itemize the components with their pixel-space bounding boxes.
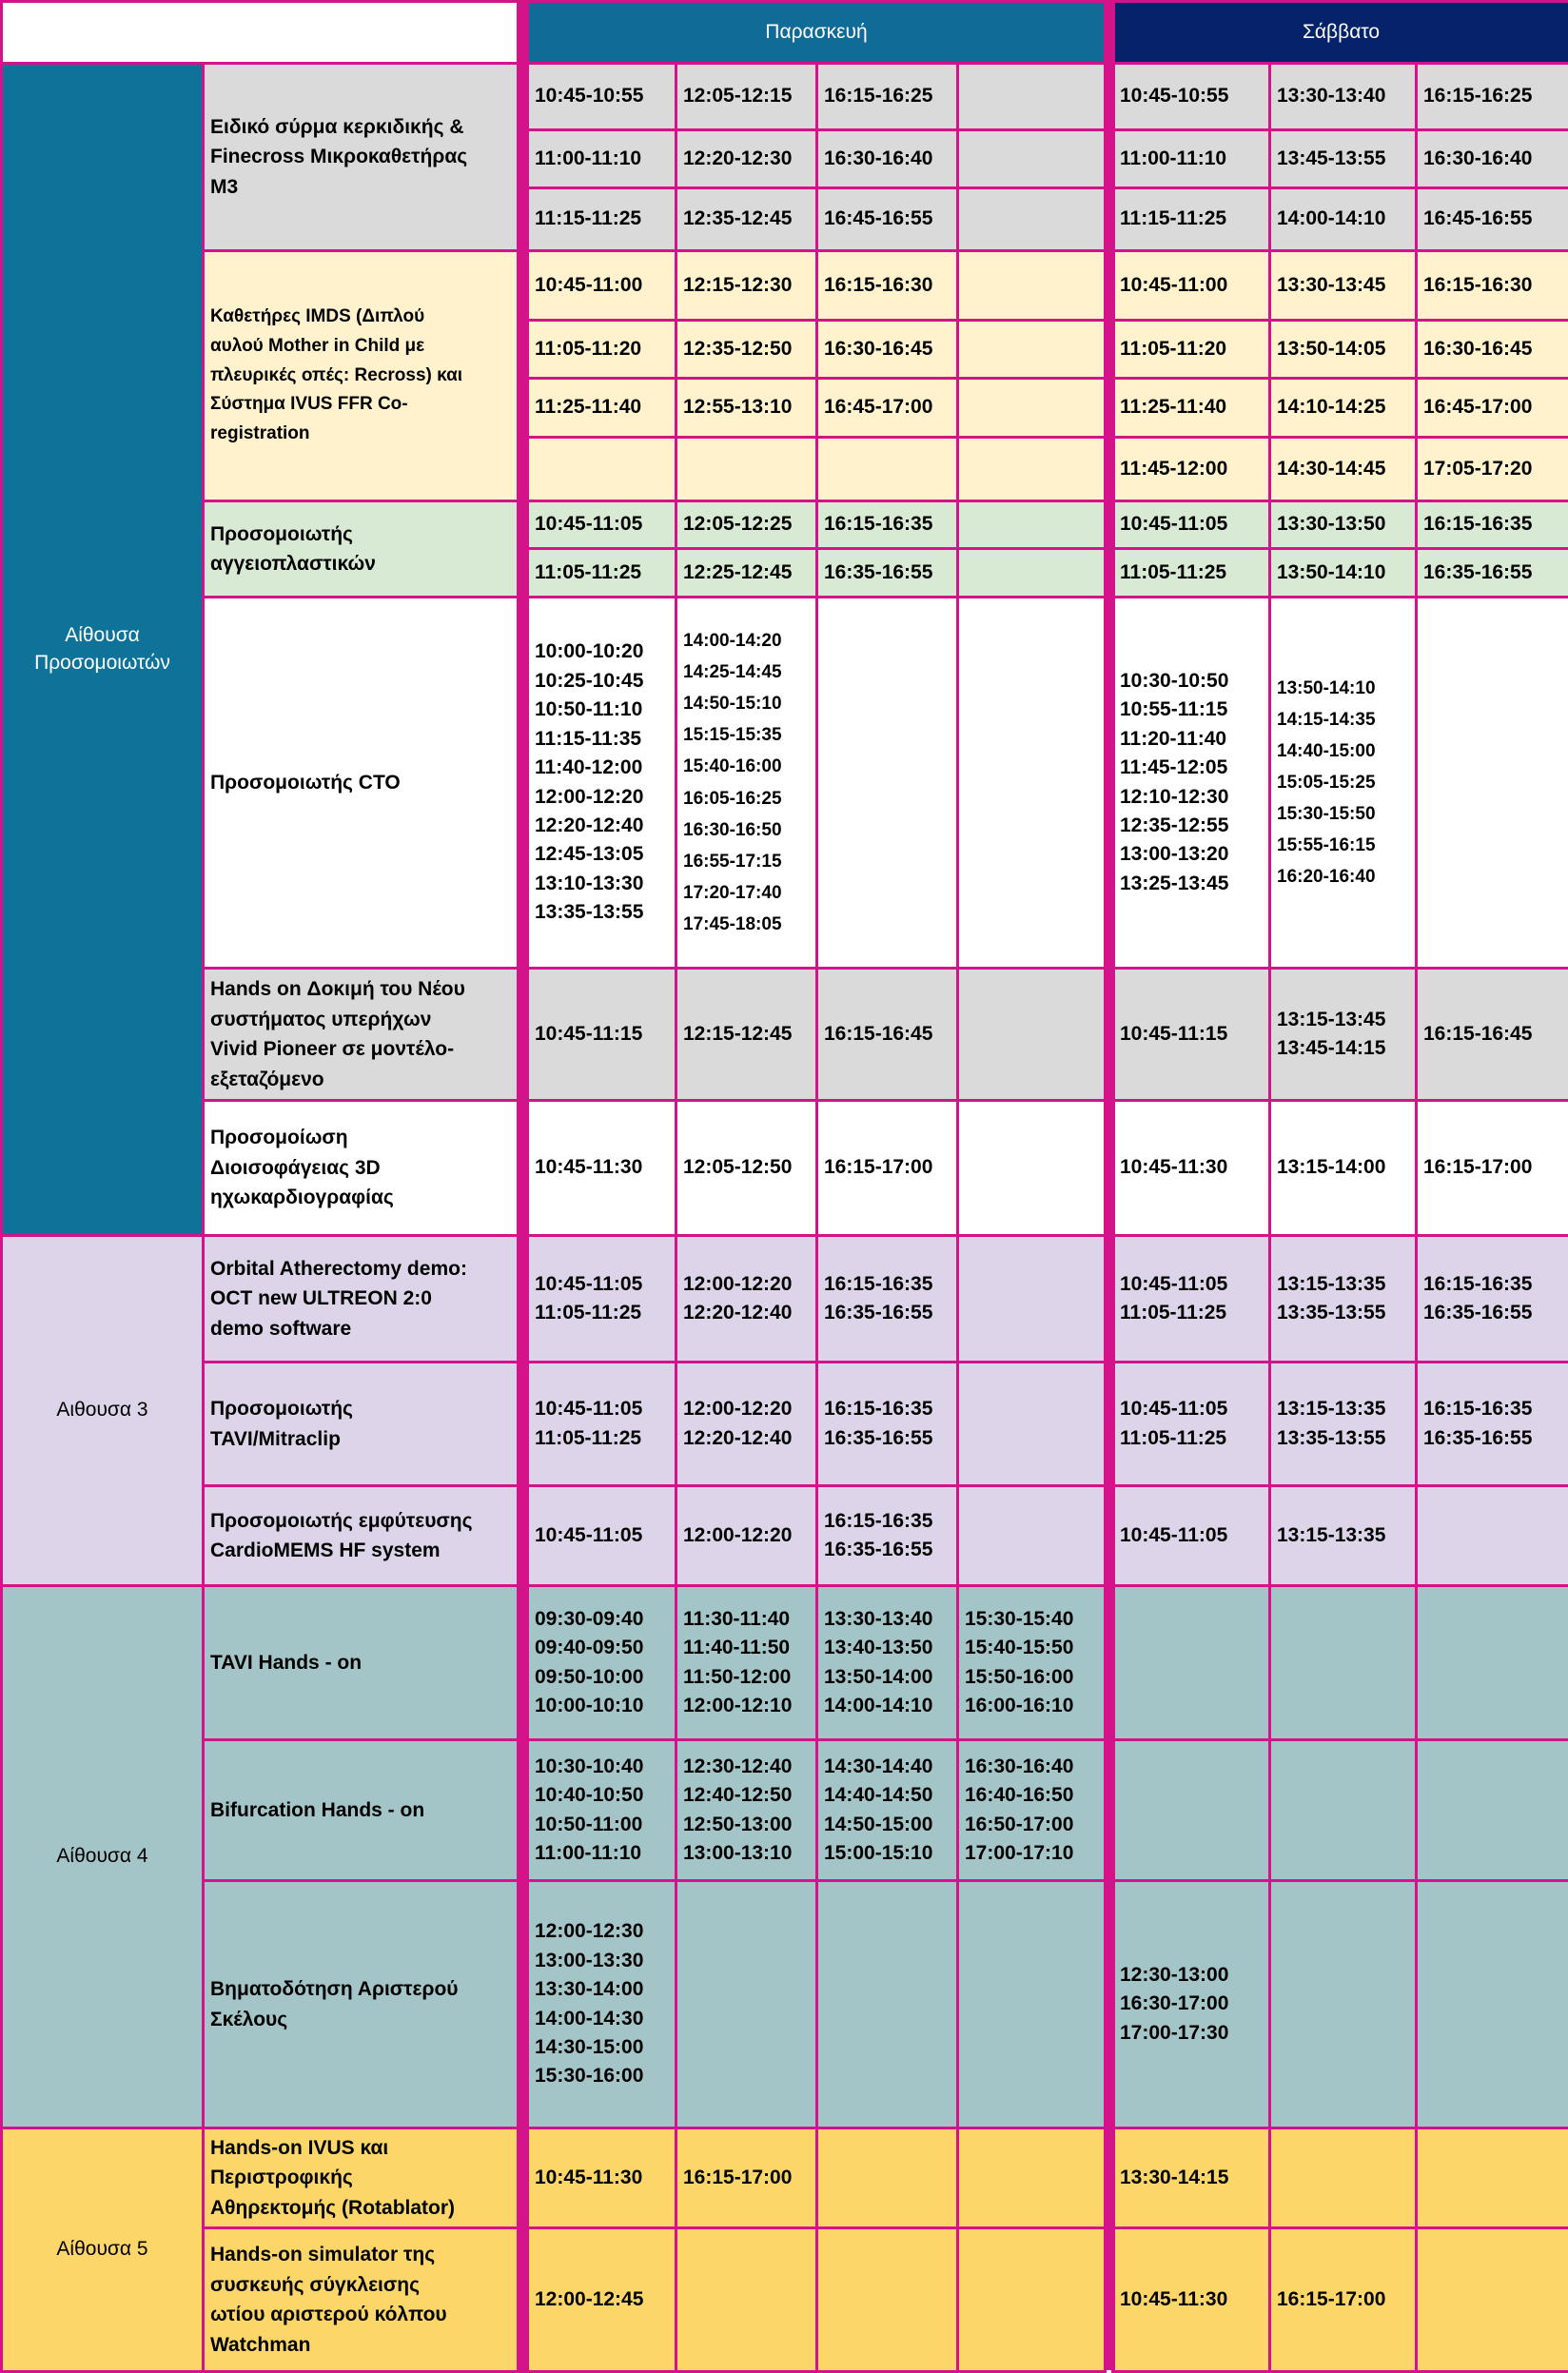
slot-fri-4-1-text: 12:15-12:45 — [683, 1022, 793, 1045]
slot-sat-2-1-1 — [1268, 547, 1418, 598]
slot-sat-1-1-2 — [1268, 377, 1418, 439]
slot-fri-8-2 — [815, 1484, 959, 1587]
slot-fri-4-2-text: 16:15-16:45 — [824, 1022, 933, 1045]
slot-sat-7-1 — [1268, 1361, 1418, 1487]
room-4 — [0, 1584, 205, 2129]
slot-fri-4-1 — [675, 967, 818, 1102]
room-5 — [0, 2127, 205, 2373]
slot-sat-0-1-2-text: 14:00-14:10 — [1277, 207, 1386, 230]
slot-fri-0-0-1 — [526, 128, 677, 189]
slot-sat-12-2 — [1415, 2127, 1568, 2229]
slot-fri-1-2-2-text: 16:45-17:00 — [824, 396, 933, 419]
slot-fri-2-2-1 — [815, 547, 959, 598]
activity-9 — [202, 1584, 529, 1741]
slot-sat-1-1-3-text: 14:30-14:45 — [1277, 457, 1386, 480]
slot-fri-8-1-text: 12:00-12:20 — [683, 1523, 793, 1546]
slot-sat-11-0-text: 12:30-13:00 16:30-17:00 17:00-17:30 — [1120, 1963, 1229, 2044]
activity-4 — [202, 967, 529, 1102]
slot-sat-5-1 — [1268, 1099, 1418, 1237]
slot-fri-3-2 — [815, 596, 959, 970]
slot-fri-10-3-text: 16:30-16:40 16:40-16:50 16:50-17:00 17:00-17:10 — [965, 1755, 1074, 1864]
slot-fri-3-3 — [956, 596, 1107, 970]
activity-6 — [202, 1234, 529, 1363]
slot-fri-2-0-0 — [526, 500, 677, 550]
slot-fri-2-1-0-text: 12:05-12:25 — [683, 513, 793, 536]
slot-fri-0-1-0 — [675, 62, 818, 131]
slot-sat-0-2-1 — [1415, 128, 1568, 189]
slot-fri-12-0-text: 10:45-11:30 — [535, 2166, 643, 2188]
activity-13-text: Hands-on simulator της συσκευής σύγκλεισης ωτίου αριστερού κόλπου Watchman — [210, 2244, 447, 2356]
slot-sat-1-2-0 — [1415, 249, 1568, 322]
slot-fri-11-0-text: 12:00-12:30 13:00-13:30 13:30-14:00 14:00-14:30 14:30-15:00 15:30-16:00 — [535, 1920, 644, 2088]
slot-sat-6-0 — [1111, 1234, 1271, 1363]
slot-fri-1-1-1-text: 12:35-12:50 — [683, 337, 793, 360]
slot-sat-0-2-0 — [1415, 62, 1568, 131]
slot-sat-3-0-text: 10:30-10:50 10:55-11:15 11:20-11:40 11:45-12:05 12:10-12:30 12:35-12:55 13:00-13:20 13:25-13:45 — [1120, 669, 1229, 894]
slot-sat-1-0-3-text: 11:45-12:00 — [1120, 457, 1228, 480]
slot-fri-1-0-1 — [526, 319, 677, 380]
slot-sat-8-1-text: 13:15-13:35 — [1277, 1523, 1386, 1546]
slot-sat-0-1-0 — [1268, 62, 1418, 131]
slot-sat-7-0-text: 10:45-11:05 11:05-11:25 — [1120, 1398, 1228, 1449]
slot-sat-5-0 — [1111, 1099, 1271, 1237]
slot-fri-5-0 — [526, 1099, 677, 1237]
slot-fri-5-1-text: 12:05-12:50 — [683, 1156, 793, 1179]
activity-0 — [202, 62, 529, 252]
activity-7 — [202, 1361, 529, 1487]
slot-sat-8-0 — [1111, 1484, 1271, 1587]
activity-6-text: Orbital Atherectomy demo: OCT new ULTREON 2:0 demo software — [210, 1257, 467, 1340]
slot-fri-6-2 — [815, 1234, 959, 1363]
activity-12-text: Hands-on IVUS και Περιστροφικής Αθηρεκτομής (Rotablator) — [210, 2136, 456, 2219]
slot-fri-1-0-3 — [526, 436, 677, 502]
room-4-text: Αίθουσα 4 — [56, 1845, 148, 1868]
slot-sat-13-0 — [1111, 2226, 1271, 2373]
slot-fri-9-2 — [815, 1584, 959, 1741]
slot-fri-2-3-1 — [956, 547, 1107, 598]
slot-sat-9-1 — [1268, 1584, 1418, 1741]
activity-8 — [202, 1484, 529, 1587]
slot-sat-2-2-0 — [1415, 500, 1568, 550]
slot-sat-4-1 — [1268, 967, 1418, 1102]
slot-fri-1-2-0 — [815, 249, 959, 322]
slot-fri-10-2-text: 14:30-14:40 14:40-14:50 14:50-15:00 15:00-15:10 — [824, 1755, 933, 1864]
slot-fri-9-3 — [956, 1584, 1107, 1741]
slot-fri-6-3 — [956, 1234, 1107, 1363]
slot-fri-12-3 — [956, 2127, 1107, 2229]
slot-fri-3-0 — [526, 596, 677, 970]
activity-2 — [202, 500, 529, 598]
slot-fri-5-1 — [675, 1099, 818, 1237]
slot-sat-1-0-3 — [1111, 436, 1271, 502]
activity-2-text: Προσομοιωτής αγγειοπλαστικών — [210, 522, 376, 575]
day-header-friday — [526, 0, 1107, 65]
slot-sat-1-2-1 — [1415, 319, 1568, 380]
slot-sat-1-1-3 — [1268, 436, 1418, 502]
slot-fri-1-3-2 — [956, 377, 1107, 439]
slot-sat-1-0-2 — [1111, 377, 1271, 439]
header-blank — [0, 0, 529, 65]
slot-sat-0-2-2-text: 16:45-16:55 — [1423, 207, 1533, 230]
activity-0-text: Ειδικό σύρμα κερκιδικής & Finecross Μικροκαθετήρας M3 — [210, 115, 468, 198]
slot-sat-0-0-0 — [1111, 62, 1271, 131]
slot-sat-12-1 — [1268, 2127, 1418, 2229]
slot-fri-2-1-1 — [675, 547, 818, 598]
day-header-saturday-text: Σάββατο — [1302, 21, 1381, 43]
slot-fri-13-0-text: 12:00-12:45 — [535, 2287, 644, 2310]
slot-sat-6-1-text: 13:15-13:35 13:35-13:55 — [1277, 1272, 1386, 1324]
slot-sat-11-0 — [1111, 1879, 1271, 2129]
slot-sat-4-0-text: 10:45-11:15 — [1120, 1022, 1228, 1045]
slot-fri-12-1-text: 16:15-17:00 — [683, 2166, 793, 2188]
slot-fri-2-3-0 — [956, 500, 1107, 550]
activity-9-text: TAVI Hands - on — [210, 1651, 363, 1674]
slot-sat-3-1 — [1268, 596, 1418, 970]
slot-sat-2-0-0-text: 10:45-11:05 — [1120, 513, 1228, 536]
slot-fri-6-0-text: 10:45-11:05 11:05-11:25 — [535, 1272, 643, 1324]
slot-fri-7-3 — [956, 1361, 1107, 1487]
slot-fri-7-2 — [815, 1361, 959, 1487]
slot-fri-0-2-2-text: 16:45-16:55 — [824, 207, 933, 230]
slot-fri-0-2-0 — [815, 62, 959, 131]
slot-sat-2-1-0 — [1268, 500, 1418, 550]
slot-fri-0-0-0 — [526, 62, 677, 131]
slot-sat-7-0 — [1111, 1361, 1271, 1487]
slot-sat-1-0-2-text: 11:25-11:40 — [1120, 396, 1227, 419]
activity-1 — [202, 249, 529, 502]
slot-sat-13-1-text: 16:15-17:00 — [1277, 2287, 1386, 2310]
activity-10 — [202, 1738, 529, 1882]
slot-fri-0-1-2 — [675, 186, 818, 252]
slot-fri-2-2-0-text: 16:15-16:35 — [824, 513, 933, 536]
slot-sat-1-2-1-text: 16:30-16:45 — [1423, 337, 1533, 360]
slot-sat-0-0-0-text: 10:45-10:55 — [1120, 85, 1229, 108]
slot-sat-0-1-2 — [1268, 186, 1418, 252]
slot-sat-11-1 — [1268, 1879, 1418, 2129]
slot-sat-6-2-text: 16:15-16:35 16:35-16:55 — [1423, 1272, 1533, 1324]
slot-sat-2-1-1-text: 13:50-14:10 — [1277, 560, 1386, 583]
slot-sat-5-2-text: 16:15-17:00 — [1423, 1156, 1533, 1179]
slot-sat-10-2 — [1415, 1738, 1568, 1882]
slot-fri-8-3 — [956, 1484, 1107, 1587]
slot-fri-0-2-1-text: 16:30-16:40 — [824, 147, 933, 169]
slot-sat-1-2-2 — [1415, 377, 1568, 439]
slot-fri-6-1 — [675, 1234, 818, 1363]
slot-fri-1-3-3 — [956, 436, 1107, 502]
slot-fri-0-1-0-text: 12:05-12:15 — [683, 85, 793, 108]
slot-sat-1-1-0 — [1268, 249, 1418, 322]
slot-fri-9-0 — [526, 1584, 677, 1741]
slot-fri-1-1-3 — [675, 436, 818, 502]
slot-fri-4-3 — [956, 967, 1107, 1102]
slot-fri-2-2-0 — [815, 500, 959, 550]
slot-sat-0-1-1-text: 13:45-13:55 — [1277, 147, 1386, 169]
slot-sat-2-2-0-text: 16:15-16:35 — [1423, 513, 1533, 536]
slot-sat-6-1 — [1268, 1234, 1418, 1363]
slot-fri-5-2-text: 16:15-17:00 — [824, 1156, 933, 1179]
slot-sat-6-2 — [1415, 1234, 1568, 1363]
slot-fri-9-1-text: 11:30-11:40 11:40-11:50 11:50-12:00 12:00-12:10 — [683, 1607, 793, 1716]
slot-fri-8-2-text: 16:15-16:35 16:35-16:55 — [824, 1509, 933, 1560]
activity-5 — [202, 1099, 529, 1237]
slot-fri-11-2 — [815, 1879, 959, 2129]
slot-fri-6-2-text: 16:15-16:35 16:35-16:55 — [824, 1272, 933, 1324]
slot-sat-1-0-1-text: 11:05-11:20 — [1120, 337, 1227, 360]
slot-sat-4-2-text: 16:15-16:45 — [1423, 1022, 1533, 1045]
slot-sat-7-1-text: 13:15-13:35 13:35-13:55 — [1277, 1398, 1386, 1449]
separator-left — [517, 0, 529, 2370]
slot-fri-9-1 — [675, 1584, 818, 1741]
slot-fri-3-0-text: 10:00-10:20 10:25-10:45 10:50-11:10 11:15-11:35 11:40-12:00 12:00-12:20 12:20-12:40 12:45-13:05 13:10-13:30 13:35-13:55 — [535, 640, 644, 924]
slot-sat-13-0-text: 10:45-11:30 — [1120, 2287, 1228, 2310]
slot-fri-4-2 — [815, 967, 959, 1102]
slot-fri-1-1-0-text: 12:15-12:30 — [683, 273, 793, 296]
slot-fri-4-0-text: 10:45-11:15 — [535, 1022, 643, 1045]
slot-fri-1-0-0 — [526, 249, 677, 322]
slot-sat-2-0-1 — [1111, 547, 1271, 598]
room-5-text: Αίθουσα 5 — [56, 2238, 148, 2261]
slot-sat-3-1-text: 13:50-14:10 14:15-14:35 14:40-15:00 15:05-15:25 15:30-15:50 15:55-16:15 16:20-16:40 — [1277, 677, 1376, 888]
slot-sat-4-0 — [1111, 967, 1271, 1102]
slot-fri-0-1-1-text: 12:20-12:30 — [683, 147, 793, 169]
slot-sat-7-2 — [1415, 1361, 1568, 1487]
slot-fri-5-3 — [956, 1099, 1107, 1237]
slot-fri-9-3-text: 15:30-15:40 15:40-15:50 15:50-16:00 16:00-16:10 — [965, 1607, 1074, 1716]
slot-sat-2-2-1-text: 16:35-16:55 — [1423, 560, 1533, 583]
slot-fri-10-1-text: 12:30-12:40 12:40-12:50 12:50-13:00 13:00-13:10 — [683, 1755, 793, 1864]
slot-fri-3-1 — [675, 596, 818, 970]
separator-middle — [1104, 0, 1115, 2370]
slot-fri-2-0-1 — [526, 547, 677, 598]
slot-fri-13-1 — [675, 2226, 818, 2373]
slot-fri-11-0 — [526, 1879, 677, 2129]
slot-sat-9-2 — [1415, 1584, 1568, 1741]
slot-sat-1-2-3-text: 17:05-17:20 — [1423, 457, 1533, 480]
room-simulators — [0, 62, 205, 1237]
activity-3 — [202, 596, 529, 970]
slot-sat-1-0-1 — [1111, 319, 1271, 380]
slot-fri-1-0-2 — [526, 377, 677, 439]
slot-fri-7-0 — [526, 1361, 677, 1487]
slot-sat-4-2 — [1415, 967, 1568, 1102]
slot-sat-1-0-0 — [1111, 249, 1271, 322]
slot-sat-10-0 — [1111, 1738, 1271, 1882]
slot-sat-7-2-text: 16:15-16:35 16:35-16:55 — [1423, 1398, 1533, 1449]
slot-fri-1-3-1 — [956, 319, 1107, 380]
slot-fri-7-2-text: 16:15-16:35 16:35-16:55 — [824, 1398, 933, 1449]
slot-fri-12-0 — [526, 2127, 677, 2229]
slot-sat-1-2-2-text: 16:45-17:00 — [1423, 396, 1533, 419]
slot-fri-0-2-2 — [815, 186, 959, 252]
slot-sat-0-2-1-text: 16:30-16:40 — [1423, 147, 1533, 169]
slot-fri-2-0-0-text: 10:45-11:05 — [535, 513, 643, 536]
activity-11 — [202, 1879, 529, 2129]
slot-sat-9-0 — [1111, 1584, 1271, 1741]
slot-fri-1-0-1-text: 11:05-11:20 — [535, 337, 642, 360]
slot-sat-0-0-1 — [1111, 128, 1271, 189]
slot-fri-0-1-1 — [675, 128, 818, 189]
slot-sat-12-0 — [1111, 2127, 1271, 2229]
activity-10-text: Bifurcation Hands - on — [210, 1798, 425, 1821]
slot-fri-0-0-0-text: 10:45-10:55 — [535, 85, 644, 108]
activity-13 — [202, 2226, 529, 2373]
slot-sat-2-1-0-text: 13:30-13:50 — [1277, 513, 1386, 536]
slot-sat-0-2-0-text: 16:15-16:25 — [1423, 85, 1533, 108]
slot-sat-4-1-text: 13:15-13:45 13:45-14:15 — [1277, 1008, 1386, 1059]
slot-fri-10-0-text: 10:30-10:40 10:40-10:50 10:50-11:00 11:00-11:10 — [535, 1755, 644, 1864]
slot-fri-0-3-0 — [956, 62, 1107, 131]
activity-7-text: Προσομοιωτής TAVI/Mitraclip — [210, 1398, 353, 1450]
slot-fri-3-1-text: 14:00-14:20 14:25-14:45 14:50-15:10 15:15-15:35 15:40-16:00 16:05-16:25 16:30-16:50 16:55-17:15 17:20-17:40 17:45-18:05 — [683, 631, 782, 934]
slot-fri-8-0 — [526, 1484, 677, 1587]
slot-sat-1-2-3 — [1415, 436, 1568, 502]
slot-fri-1-3-0 — [956, 249, 1107, 322]
slot-fri-9-0-text: 09:30-09:40 09:40-09:50 09:50-10:00 10:00-10:10 — [535, 1607, 644, 1716]
room-3 — [0, 1234, 205, 1587]
slot-fri-1-2-3 — [815, 436, 959, 502]
slot-sat-1-2-0-text: 16:15-16:30 — [1423, 273, 1533, 296]
slot-fri-1-2-2 — [815, 377, 959, 439]
slot-sat-0-0-2 — [1111, 186, 1271, 252]
slot-sat-1-1-1-text: 13:50-14:05 — [1277, 337, 1386, 360]
slot-sat-0-1-0-text: 13:30-13:40 — [1277, 85, 1386, 108]
slot-fri-6-0 — [526, 1234, 677, 1363]
slot-sat-11-2 — [1415, 1879, 1568, 2129]
slot-fri-1-1-0 — [675, 249, 818, 322]
slot-fri-0-0-2-text: 11:15-11:25 — [535, 207, 642, 230]
slot-fri-0-0-1-text: 11:00-11:10 — [535, 147, 642, 169]
slot-fri-2-1-1-text: 12:25-12:45 — [683, 560, 793, 583]
slot-fri-10-1 — [675, 1738, 818, 1882]
slot-fri-2-0-1-text: 11:05-11:25 — [535, 560, 642, 583]
slot-sat-3-2 — [1415, 596, 1568, 970]
slot-sat-1-1-0-text: 13:30-13:45 — [1277, 273, 1386, 296]
slot-sat-5-1-text: 13:15-14:00 — [1277, 1156, 1386, 1179]
slot-sat-1-0-0-text: 10:45-11:00 — [1120, 273, 1228, 296]
slot-sat-2-2-1 — [1415, 547, 1568, 598]
slot-sat-2-0-1-text: 11:05-11:25 — [1120, 560, 1227, 583]
activity-3-text: Προσομοιωτής CTO — [210, 771, 401, 794]
slot-fri-5-2 — [815, 1099, 959, 1237]
slot-sat-0-0-2-text: 11:15-11:25 — [1120, 207, 1227, 230]
slot-fri-1-2-1-text: 16:30-16:45 — [824, 337, 933, 360]
day-header-saturday — [1111, 0, 1568, 65]
slot-fri-9-2-text: 13:30-13:40 13:40-13:50 13:50-14:00 14:00-14:10 — [824, 1607, 933, 1716]
slot-sat-8-0-text: 10:45-11:05 — [1120, 1523, 1228, 1546]
slot-sat-1-1-1 — [1268, 319, 1418, 380]
slot-fri-1-1-2-text: 12:55-13:10 — [683, 396, 793, 419]
slot-fri-8-1 — [675, 1484, 818, 1587]
slot-fri-7-1-text: 12:00-12:20 12:20-12:40 — [683, 1398, 793, 1449]
slot-fri-12-1 — [675, 2127, 818, 2229]
activity-11-text: Βηματοδότηση Αριστερού Σκέλους — [210, 1978, 459, 2030]
slot-fri-2-1-0 — [675, 500, 818, 550]
slot-sat-10-1 — [1268, 1738, 1418, 1882]
slot-fri-1-0-0-text: 10:45-11:00 — [535, 273, 643, 296]
slot-sat-8-2 — [1415, 1484, 1568, 1587]
slot-fri-2-2-1-text: 16:35-16:55 — [824, 560, 933, 583]
slot-sat-0-2-2 — [1415, 186, 1568, 252]
slot-fri-10-2 — [815, 1738, 959, 1882]
slot-fri-0-1-2-text: 12:35-12:45 — [683, 207, 793, 230]
slot-sat-1-1-2-text: 14:10-14:25 — [1277, 396, 1386, 419]
slot-fri-6-1-text: 12:00-12:20 12:20-12:40 — [683, 1272, 793, 1324]
slot-fri-1-1-1 — [675, 319, 818, 380]
activity-12 — [202, 2127, 529, 2229]
day-header-friday-text: Παρασκευή — [765, 21, 868, 43]
slot-fri-11-3 — [956, 1879, 1107, 2129]
slot-fri-11-1 — [675, 1879, 818, 2129]
slot-sat-3-0 — [1111, 596, 1271, 970]
slot-fri-0-2-0-text: 16:15-16:25 — [824, 85, 933, 108]
slot-fri-8-0-text: 10:45-11:05 — [535, 1523, 643, 1546]
slot-sat-2-0-0 — [1111, 500, 1271, 550]
slot-fri-4-0 — [526, 967, 677, 1102]
slot-fri-7-0-text: 10:45-11:05 11:05-11:25 — [535, 1398, 643, 1449]
slot-fri-7-1 — [675, 1361, 818, 1487]
activity-1-text: Καθετήρες IMDS (Διπλού αυλού Mother in Child με πλευρικές οπές: Recross) και Σύστημα IVUS FFR Co- registration — [210, 306, 463, 444]
slot-fri-1-1-2 — [675, 377, 818, 439]
activity-5-text: Προσομοίωση Διοισοφάγειας 3D ηχωκαρδιογραφίας — [210, 1127, 394, 1209]
slot-sat-5-2 — [1415, 1099, 1568, 1237]
slot-fri-10-0 — [526, 1738, 677, 1882]
slot-fri-0-0-2 — [526, 186, 677, 252]
room-3-text: Αιθουσα 3 — [56, 1399, 148, 1422]
slot-fri-13-0 — [526, 2226, 677, 2373]
slot-fri-1-2-0-text: 16:15-16:30 — [824, 273, 933, 296]
slot-fri-10-3 — [956, 1738, 1107, 1882]
activity-8-text: Προσομοιωτής εμφύτευσης CardioMEMS HF system — [210, 1509, 473, 1561]
slot-fri-13-3 — [956, 2226, 1107, 2373]
slot-fri-0-3-2 — [956, 186, 1107, 252]
slot-sat-13-1 — [1268, 2226, 1418, 2373]
slot-sat-13-2 — [1415, 2226, 1568, 2373]
slot-fri-1-2-1 — [815, 319, 959, 380]
slot-fri-0-3-1 — [956, 128, 1107, 189]
slot-sat-5-0-text: 10:45-11:30 — [1120, 1156, 1228, 1179]
slot-sat-6-0-text: 10:45-11:05 11:05-11:25 — [1120, 1272, 1228, 1324]
slot-fri-0-2-1 — [815, 128, 959, 189]
slot-fri-5-0-text: 10:45-11:30 — [535, 1156, 643, 1179]
slot-sat-0-0-1-text: 11:00-11:10 — [1120, 147, 1227, 169]
slot-sat-8-1 — [1268, 1484, 1418, 1587]
slot-sat-12-0-text: 13:30-14:15 — [1120, 2166, 1229, 2188]
slot-sat-0-1-1 — [1268, 128, 1418, 189]
slot-fri-13-2 — [815, 2226, 959, 2373]
activity-4-text: Hands on Δοκιμή του Νέου συστήματος υπερήχων Vivid Pioneer σε μοντέλο- εξεταζόμενο — [210, 978, 465, 1090]
slot-fri-12-2 — [815, 2127, 959, 2229]
room-simulators-text: Αίθουσα Προσομοιωτών — [34, 624, 170, 674]
slot-fri-1-0-2-text: 11:25-11:40 — [535, 396, 642, 419]
